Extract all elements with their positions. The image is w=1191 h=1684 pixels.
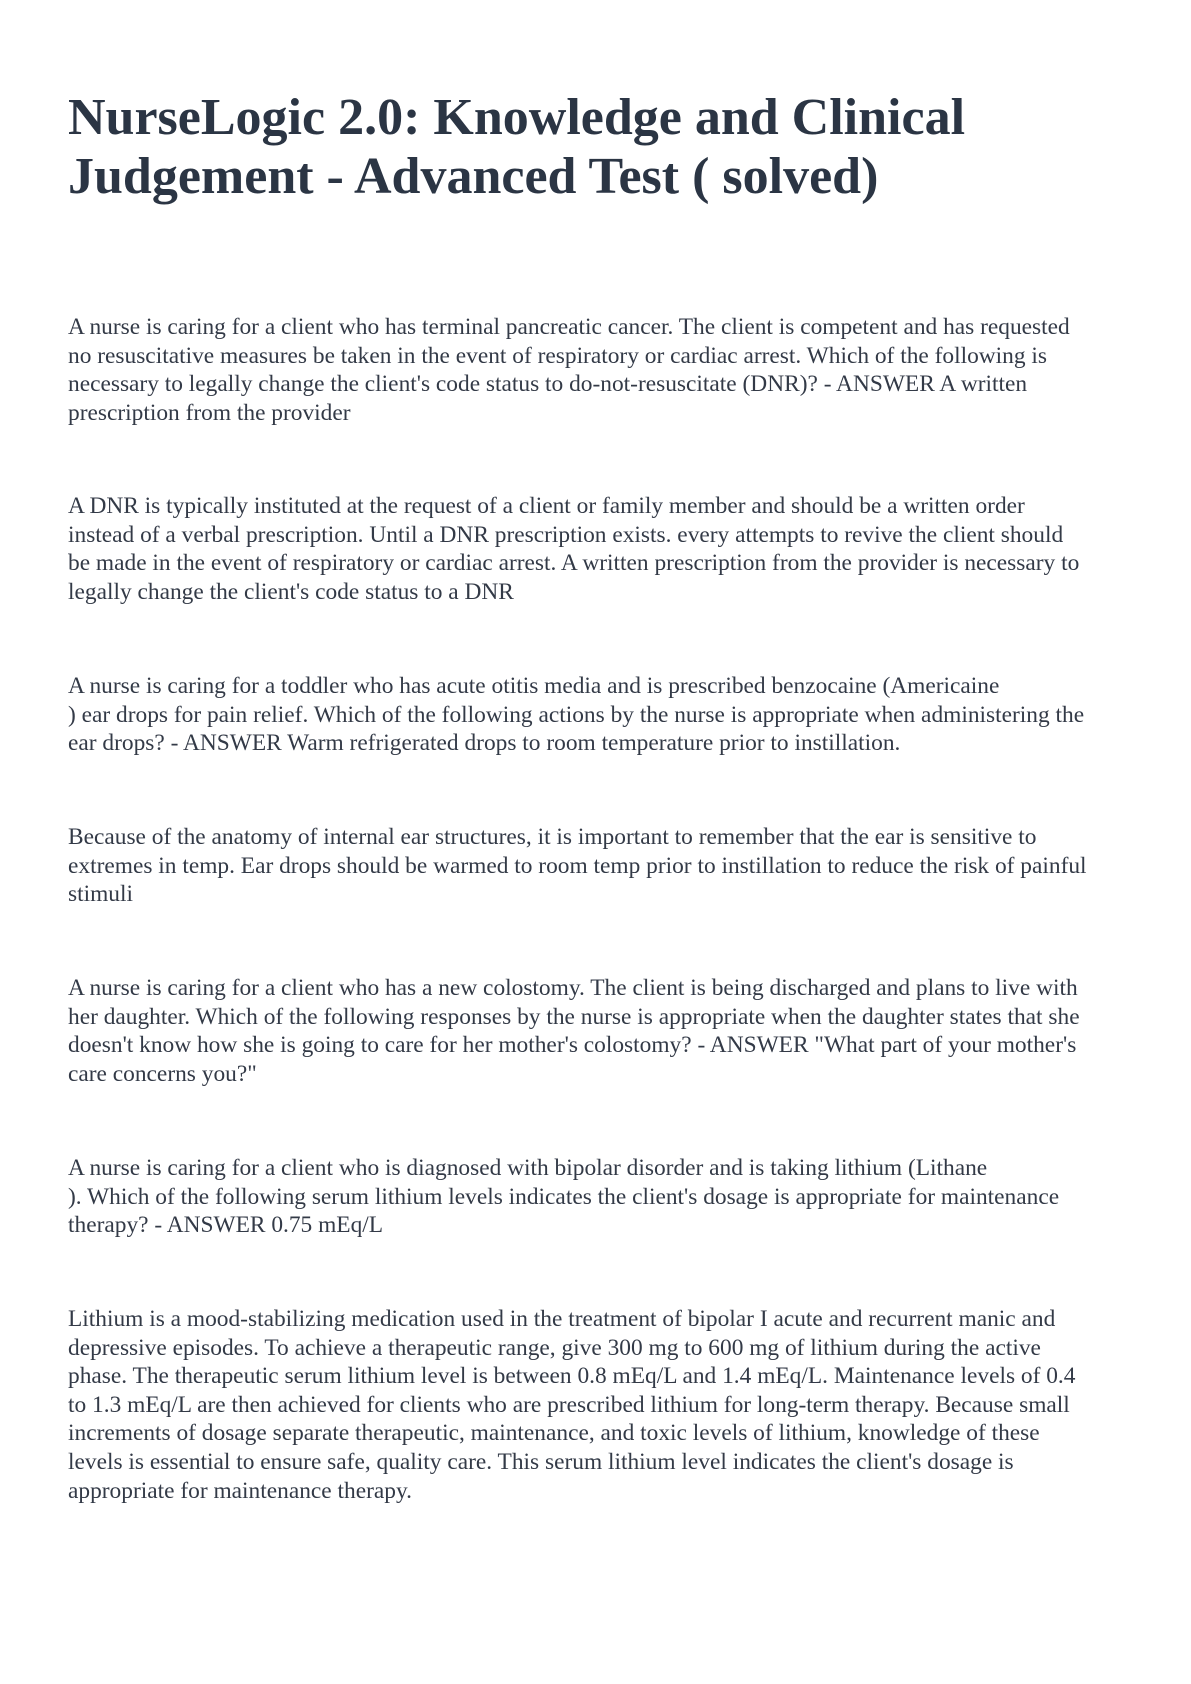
text-line: Lithium is a mood-stabilizing medication used in the treatment of bipolar I acute and recurrent manic and	[68, 1306, 1056, 1332]
text-line: Because of the anatomy of internal ear structures, it is important to remember that the ear is sensitive to	[68, 824, 1037, 850]
text-line: to 1.3 mEq/L are then achieved for clients who are prescribed lithium for long-term therapy. Because small	[68, 1391, 1070, 1418]
text-line: be made in the event of respiratory or cardiac arrest. A written prescription from the provider is necessary to	[68, 550, 1080, 577]
text-line: doesn't know how she is going to care for her mother's colostomy? - ANSWER "What part of your mother's	[68, 1032, 1077, 1059]
text-line: A nurse is caring for a client who has a new colostomy. The client is being discharged and plans to live with	[68, 975, 1078, 1001]
text-line: no resuscitative measures be taken in the event of respiratory or cardiac arrest. Which of the following is	[68, 342, 1048, 369]
text-line: extremes in temp. Ear drops should be warmed to room temp prior to instillation to reduce the risk of painful	[68, 852, 1087, 879]
text-line: A DNR is typically instituted at the request of a client or family member and should be a written order	[68, 493, 1025, 519]
text-line: A nurse is caring for a toddler who has acute otitis media and is prescribed benzocaine (Americaine	[68, 673, 1000, 699]
document-title	[68, 88, 1108, 206]
title-line: NurseLogic 2.0: Knowledge and Clinical	[68, 89, 966, 146]
text-line: therapy? - ANSWER 0.75 mEq/L	[68, 1212, 384, 1239]
text-line: ). Which of the following serum lithium levels indicates the client's dosage is appropriate for maintenance	[68, 1183, 1060, 1210]
rationale-lithium-paragraph	[68, 1305, 1128, 1505]
question-lithium-paragraph	[68, 1154, 1128, 1240]
text-line: increments of dosage separate therapeutic, maintenance, and toxic levels of lithium, knowledge of these	[68, 1420, 1040, 1447]
text-line: legally change the client's code status to a DNR	[68, 578, 514, 605]
title-line: Judgement - Advanced Test ( solved)	[68, 148, 879, 205]
question-dnr-paragraph	[68, 313, 1128, 427]
question-ear-drops-paragraph	[68, 672, 1128, 758]
text-line: ) ear drops for pain relief. Which of the following actions by the nurse is appropriate when administering the	[68, 701, 1085, 728]
text-line: depressive episodes. To achieve a therapeutic range, give 300 mg to 600 mg of lithium during the active	[68, 1334, 1041, 1361]
text-line: stimuli	[68, 881, 133, 908]
text-line: phase. The therapeutic serum lithium level is between 0.8 mEq/L and 1.4 mEq/L. Maintenance levels of 0.4	[68, 1363, 1076, 1390]
text-line: necessary to legally change the client's code status to do-not-resuscitate (DNR)? - ANSWER A written	[68, 371, 1028, 398]
text-line: instead of a verbal prescription. Until a DNR prescription exists. every attempts to revive the client should	[68, 521, 1064, 548]
text-line: A nurse is caring for a client who is diagnosed with bipolar disorder and is taking lithium (Lithane	[68, 1155, 988, 1181]
question-colostomy-paragraph	[68, 974, 1128, 1088]
text-line: prescription from the provider	[68, 399, 351, 426]
text-line: A nurse is caring for a client who has terminal pancreatic cancer. The client is competent and has requested	[68, 314, 1070, 340]
rationale-dnr-paragraph	[68, 492, 1128, 606]
text-line: ear drops? - ANSWER Warm refrigerated drops to room temperature prior to instillation.	[68, 730, 901, 757]
text-line: her daughter. Which of the following responses by the nurse is appropriate when the daughter states that she	[68, 1003, 1080, 1030]
text-line: appropriate for maintenance therapy.	[68, 1477, 412, 1504]
text-line: care concerns you?"	[68, 1060, 257, 1087]
rationale-ear-drops-paragraph	[68, 823, 1128, 909]
text-line: levels is essential to ensure safe, quality care. This serum lithium level indicates the client's dosage is	[68, 1448, 1014, 1475]
